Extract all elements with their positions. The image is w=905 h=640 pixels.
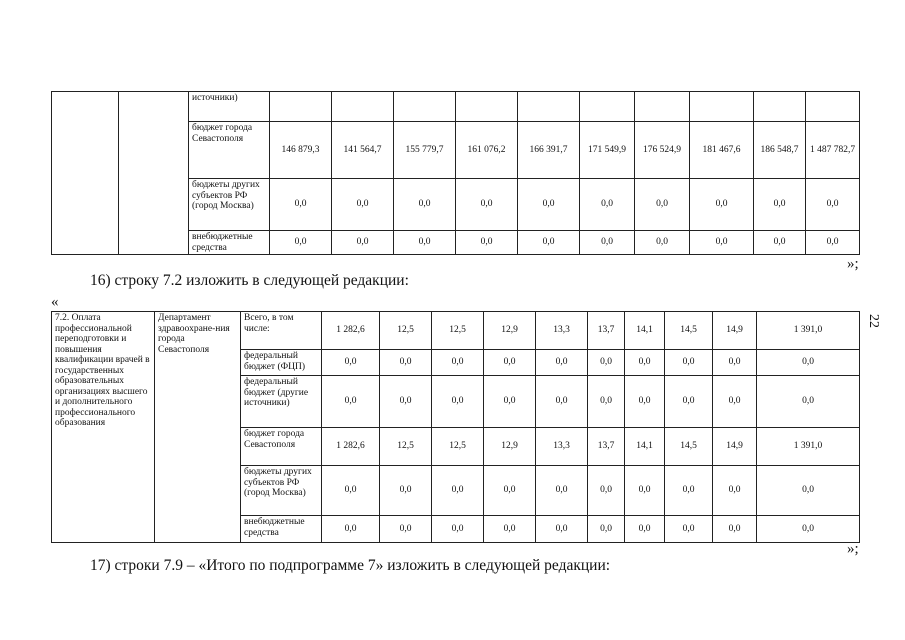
value-cell: 0,0: [536, 516, 588, 543]
value-cell: 0,0: [322, 466, 380, 516]
funding-source-cell: бюджет города Севастополя: [241, 428, 322, 466]
item-name-cell: 7.2. Оплата профессиональной переподготовки и повышения квалификации врачей в государственных образовательных организациях высшего и дополнительного профессионального образования: [52, 312, 155, 543]
table-row: [52, 92, 860, 122]
value-cell: [332, 92, 394, 122]
executor-cell: Департамент здравоохране-ния города Севастополя: [155, 312, 241, 543]
value-cell: 0,0: [484, 350, 536, 376]
value-cell: 0,0: [580, 231, 635, 255]
value-cell: 1 487 782,7: [806, 122, 860, 179]
value-cell: [806, 92, 860, 122]
table-row: [52, 312, 860, 350]
funding-source-cell: бюджеты других субъектов РФ (город Москва): [241, 466, 322, 516]
funding-source-cell: Всего, в том числе:: [241, 312, 322, 350]
value-cell: 155 779,7: [394, 122, 456, 179]
value-cell: 0,0: [713, 466, 757, 516]
funding-source-cell: бюджет города Севастополя: [189, 122, 270, 179]
value-cell: 0,0: [456, 231, 518, 255]
value-cell: 0,0: [484, 516, 536, 543]
value-cell: 0,0: [757, 350, 860, 376]
page-number: 22: [866, 314, 881, 328]
value-cell: 0,0: [806, 179, 860, 231]
value-cell: 13,7: [588, 428, 625, 466]
value-cell: 0,0: [588, 516, 625, 543]
value-cell: 0,0: [270, 231, 332, 255]
value-cell: 0,0: [713, 516, 757, 543]
funding-source-cell: федеральный бюджет (другие источники): [241, 376, 322, 428]
table-cell-item: [52, 92, 119, 255]
value-cell: 0,0: [713, 376, 757, 428]
value-cell: 0,0: [432, 376, 484, 428]
value-cell: 0,0: [432, 466, 484, 516]
value-cell: 0,0: [754, 179, 806, 231]
value-cell: 0,0: [625, 350, 665, 376]
value-cell: [394, 92, 456, 122]
value-cell: [754, 92, 806, 122]
value-cell: 171 549,9: [580, 122, 635, 179]
value-cell: 1 282,6: [322, 312, 380, 350]
value-cell: 14,1: [625, 312, 665, 350]
value-cell: 14,5: [665, 312, 713, 350]
value-cell: [690, 92, 754, 122]
value-cell: 0,0: [536, 350, 588, 376]
value-cell: 0,0: [332, 231, 394, 255]
paragraph-16: 16) строку 7.2 изложить в следующей редакции:: [90, 272, 409, 289]
value-cell: 0,0: [270, 179, 332, 231]
value-cell: 186 548,7: [754, 122, 806, 179]
value-cell: 0,0: [665, 516, 713, 543]
value-cell: 0,0: [536, 466, 588, 516]
value-cell: 13,7: [588, 312, 625, 350]
value-cell: 0,0: [665, 350, 713, 376]
value-cell: 0,0: [665, 466, 713, 516]
value-cell: 0,0: [518, 231, 580, 255]
value-cell: 0,0: [380, 466, 432, 516]
funding-source-cell: внебюджетные средства: [189, 231, 270, 255]
value-cell: 14,5: [665, 428, 713, 466]
value-cell: 0,0: [580, 179, 635, 231]
value-cell: [270, 92, 332, 122]
value-cell: 14,9: [713, 428, 757, 466]
value-cell: 0,0: [754, 231, 806, 255]
funding-source-cell: источники): [189, 92, 270, 122]
value-cell: 0,0: [536, 376, 588, 428]
value-cell: 146 879,3: [270, 122, 332, 179]
value-cell: 12,5: [380, 312, 432, 350]
budget-table-row-7-2: [51, 311, 860, 543]
closing-quote: »;: [847, 541, 859, 557]
value-cell: 0,0: [394, 231, 456, 255]
value-cell: 0,0: [432, 516, 484, 543]
value-cell: 12,9: [484, 312, 536, 350]
value-cell: 0,0: [380, 376, 432, 428]
value-cell: [635, 92, 690, 122]
value-cell: 0,0: [484, 376, 536, 428]
value-cell: 14,9: [713, 312, 757, 350]
budget-table-continued: [51, 91, 860, 255]
value-cell: 141 564,7: [332, 122, 394, 179]
funding-source-cell: федеральный бюджет (ФЦП): [241, 350, 322, 376]
value-cell: 12,5: [380, 428, 432, 466]
value-cell: 176 524,9: [635, 122, 690, 179]
value-cell: 0,0: [588, 376, 625, 428]
paragraph-17: 17) строки 7.9 – «Итого по подпрограмме 7» изложить в следующей редакции:: [90, 557, 611, 574]
value-cell: 12,5: [432, 312, 484, 350]
value-cell: 13,3: [536, 312, 588, 350]
value-cell: 0,0: [394, 179, 456, 231]
value-cell: 0,0: [757, 466, 860, 516]
value-cell: 0,0: [588, 350, 625, 376]
value-cell: 1 391,0: [757, 428, 860, 466]
value-cell: 0,0: [665, 376, 713, 428]
value-cell: 1 282,6: [322, 428, 380, 466]
opening-quote: «: [51, 294, 59, 310]
value-cell: 0,0: [713, 350, 757, 376]
value-cell: 0,0: [625, 516, 665, 543]
value-cell: 0,0: [322, 516, 380, 543]
value-cell: 0,0: [757, 516, 860, 543]
value-cell: [580, 92, 635, 122]
value-cell: 166 391,7: [518, 122, 580, 179]
value-cell: 0,0: [380, 516, 432, 543]
funding-source-cell: бюджеты других субъектов РФ (город Москва): [189, 179, 270, 231]
value-cell: 0,0: [456, 179, 518, 231]
funding-source-cell: внебюджетные средства: [241, 516, 322, 543]
value-cell: 13,3: [536, 428, 588, 466]
value-cell: 0,0: [518, 179, 580, 231]
value-cell: 0,0: [322, 376, 380, 428]
value-cell: 0,0: [635, 179, 690, 231]
value-cell: 0,0: [588, 466, 625, 516]
value-cell: 0,0: [690, 231, 754, 255]
closing-quote: »;: [847, 256, 859, 272]
value-cell: 0,0: [690, 179, 754, 231]
value-cell: 12,5: [432, 428, 484, 466]
value-cell: 0,0: [625, 376, 665, 428]
value-cell: 0,0: [806, 231, 860, 255]
value-cell: 1 391,0: [757, 312, 860, 350]
value-cell: 0,0: [625, 466, 665, 516]
value-cell: 14,1: [625, 428, 665, 466]
value-cell: 12,9: [484, 428, 536, 466]
value-cell: 0,0: [757, 376, 860, 428]
value-cell: [518, 92, 580, 122]
value-cell: 0,0: [322, 350, 380, 376]
value-cell: 181 467,6: [690, 122, 754, 179]
value-cell: 0,0: [432, 350, 484, 376]
value-cell: 161 076,2: [456, 122, 518, 179]
value-cell: 0,0: [635, 231, 690, 255]
value-cell: 0,0: [380, 350, 432, 376]
value-cell: 0,0: [484, 466, 536, 516]
value-cell: 0,0: [332, 179, 394, 231]
table-cell-executor: [119, 92, 189, 255]
value-cell: [456, 92, 518, 122]
